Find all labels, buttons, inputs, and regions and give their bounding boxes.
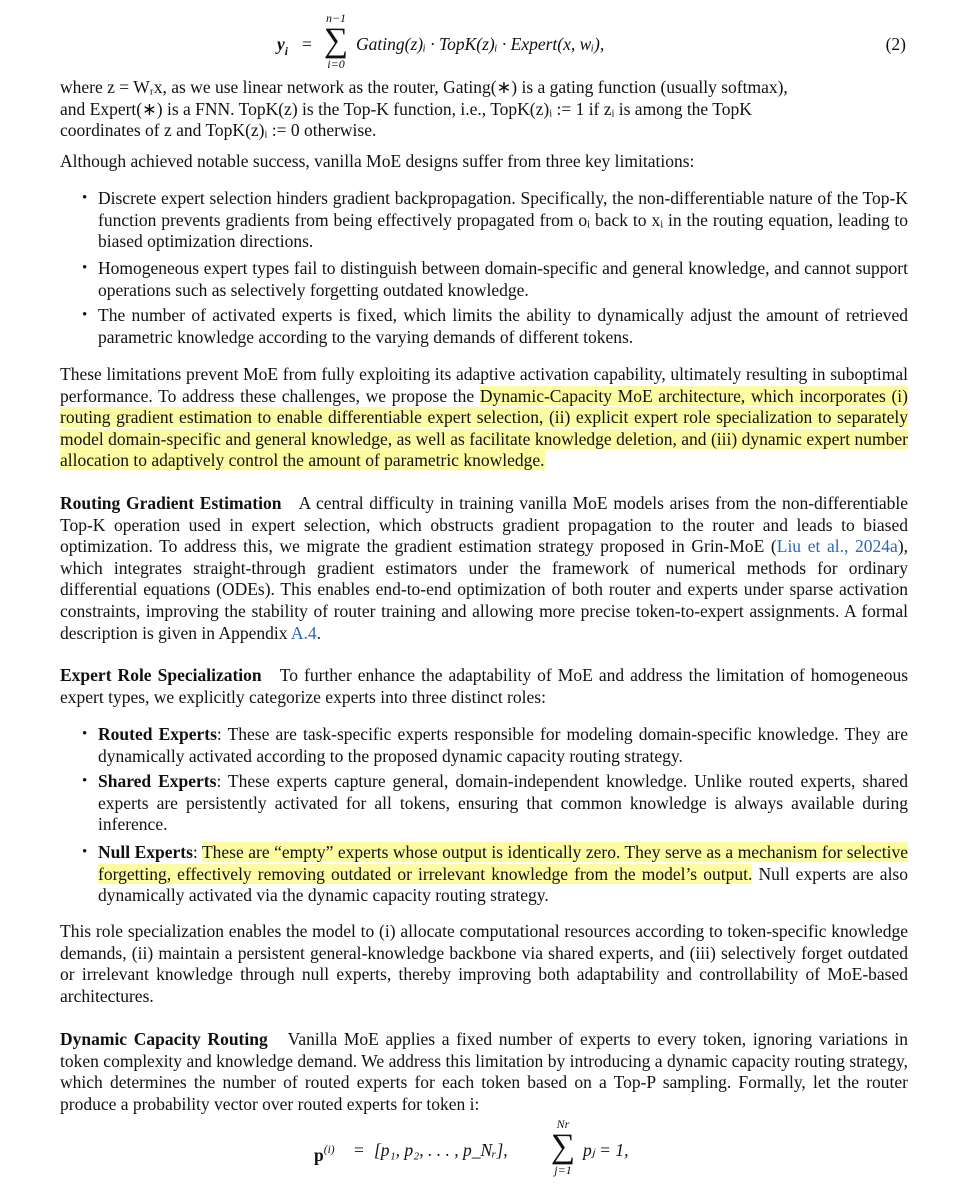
- dynamic-capacity-routing-paragraph: Dynamic Capacity Routing Vanilla MoE applies a fixed number of experts to every token, ignoring variations in token complexity and knowledge demand. We address this limitation by introducing a dynamic capacity routing strategy, which determines the number of routed experts for each token based on a Top-P sampling. Formally, let the router produce a probability vector over routed experts for token i:: [60, 1029, 909, 1114]
- eq2-summation: n−1 ∑ i=0: [323, 11, 349, 71]
- intro-paragraph: where z = Wᵣx, as we use linear network as the router, Gating(∗) is a gating function (usually softmax), and Expert(∗) is a FNN. TopK(z) is the Top-K function, i.e., TopK(z)ᵢ := 1 if zᵢ is among the TopK coordinates of z and TopK(z)ᵢ := 0 otherwise.: [60, 77, 788, 141]
- limitation-item: • The number of activated experts is fixed, which limits the ability to dynamically adjust the amount of retrieved parametric knowledge according to the varying demands of different tokens.: [82, 305, 908, 347]
- citation-link[interactable]: Liu et al., 2024a: [776, 536, 898, 557]
- eq3-lhs: $p^{(i)}$: [314, 1144, 335, 1165]
- proposal-paragraph: These limitations prevent MoE from fully exploiting its adaptive activation capability, ultimately resulting in suboptimal performance. To address these challenges, we propose the Dynamic-Capacity MoE architecture, which incorporates (i) routing gradient estimation to enable differentiable expert selection, (ii) explicit expert role specialization to separately model domain-specific and general knowledge, as well as facilitate knowledge deletion, and (iii) dynamic expert number allocation to adaptively control the amount of parametric knowledge.: [60, 364, 908, 471]
- eq3-rhs: pⱼ = 1,: [583, 1140, 629, 1160]
- routing-gradient-estimation-paragraph: Routing Gradient Estimation A central difficulty in training vanilla MoE models arises from the non-differentiable Top-K operation used in expert selection, which obstructs gradient propagation to the router and leads to biased optimization. To address this, we migrate the gradient estimation strategy proposed in Grin-MoE (Liu et al., 2024a), which integrates straight-through gradient estimators under the framework of numerical methods for ordinary differential equations (ODEs). This enables end-to-end optimization of both router and experts under sparse activation constraints, improving the stability of router training and allowing more precise token-to-expert assignments. A formal description is given in Appendix A.4.: [60, 493, 909, 643]
- bullet-icon: •: [82, 307, 88, 323]
- limitation-item: • Homogeneous expert types fail to distinguish between domain-specific and general knowledge, and cannot support operations such as selectively forgetting outdated knowledge.: [82, 258, 908, 300]
- bullet-icon: •: [82, 726, 88, 742]
- bullet-icon: •: [82, 260, 88, 276]
- eq3-summation: Nr ∑ j=1: [550, 1117, 576, 1177]
- highlighted-text: Dynamic-Capacity MoE architecture, which incorporates (i) routing gradient estimation to enable differentiable expert selection, (ii) explicit expert role specialization to separately model domain-specific and general knowledge, as well as facilitate knowledge deletion, and (iii) dynamic expert number allocation to adaptively control the amount of parametric knowledge.: [60, 385, 908, 471]
- equation-2: [0, 4, 974, 76]
- section-heading: Routing Gradient Estimation: [60, 493, 282, 513]
- limitation-item: • Discrete expert selection hinders gradient backpropagation. Specifically, the non-differentiable nature of the Top-K function prevents gradients from being effectively propagated from oᵢ back to xᵢ in the routing equation, leading to biased optimization directions.: [82, 188, 908, 252]
- bullet-icon: •: [82, 190, 88, 206]
- role-item-shared: • Shared Experts: These experts capture general, domain-independent knowledge. Unlike routed experts, shared experts are persistently activated for all tokens, ensuring that common knowledge is always available during inference.: [82, 771, 908, 835]
- bullet-icon: •: [82, 773, 88, 789]
- appendix-link[interactable]: A.4: [290, 622, 317, 643]
- section-heading: Dynamic Capacity Routing: [60, 1029, 268, 1049]
- section-heading: Expert Role Specialization: [60, 665, 262, 685]
- bullet-icon: •: [82, 844, 88, 860]
- eq2-lhs: $y_i$: [277, 34, 288, 58]
- eq2-equals: =: [302, 34, 312, 54]
- role-item-null: • Null Experts: These are “empty” experts whose output is identically zero. They serve as a mechanism for selective forgetting, effectively removing outdated or irrelevant knowledge from the model’s output. Null experts are also dynamically activated via the dynamic capacity routing strategy.: [82, 842, 908, 906]
- expert-role-specialization-paragraph: Expert Role Specialization To further enhance the adaptability of MoE and address the limitation of homogeneous expert types, we explicitly categorize experts into three distinct roles:: [60, 665, 909, 707]
- equation-3: [0, 1116, 974, 1184]
- eq3-vector: [p₁, p₂, . . . , p_Nᵣ],: [374, 1140, 508, 1160]
- eq2-body: Gating(z)ᵢ · TopK(z)ᵢ · Expert(x, wᵢ),: [356, 34, 605, 54]
- eq3-equals: =: [354, 1140, 364, 1160]
- eq2-number: (2): [885, 34, 906, 54]
- limitations-intro: Although achieved notable success, vanilla MoE designs suffer from three key limitations:: [60, 151, 695, 171]
- role-summary-paragraph: This role specialization enables the model to (i) allocate computational resources according to token-specific knowledge demands, (ii) maintain a persistent general-knowledge backbone via shared experts, and (iii) selectively forget outdated or irrelevant knowledge through null experts, thereby improving both adaptability and controllability of MoE-based architectures.: [60, 921, 908, 1006]
- role-item-routed: • Routed Experts: These are task-specific experts responsible for modeling domain-specific knowledge. They are dynamically activated according to the proposed dynamic capacity routing strategy.: [82, 724, 908, 766]
- highlighted-text: These are “empty” experts whose output is identically zero. They serve as a mechanism for selective forgetting, effectively removing outdated or irrelevant knowledge from the model’s output.: [98, 842, 908, 884]
